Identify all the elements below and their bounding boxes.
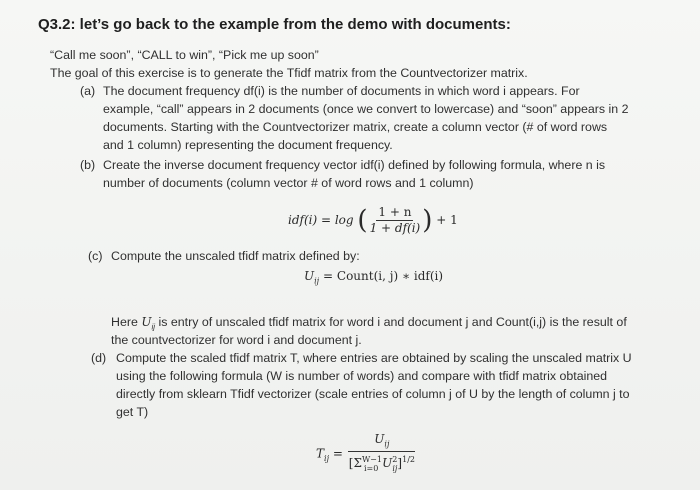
- right-paren: ): [422, 205, 433, 236]
- here-text-1: is entry of unscaled tfidf matrix for word i and document j and Count(i,j) is the result of: [158, 315, 627, 329]
- item-a-line-2: example, “call” appears in 2 documents (once we convert to lowercase) and “soon” appears in 2: [103, 102, 629, 116]
- sum-upper: W−1: [361, 455, 382, 465]
- here-var-sub: ij: [151, 322, 155, 332]
- here-var: U: [141, 315, 152, 329]
- sum-lower: i=0: [363, 463, 379, 473]
- question-title: Q3.2: let’s go back to the example from the demo with documents:: [38, 16, 511, 33]
- left-paren: (: [357, 205, 368, 236]
- unscaled-formula-lhs-sub: ij: [314, 276, 320, 286]
- here-prefix: Here: [111, 315, 138, 329]
- scaled-formula: [316, 432, 417, 476]
- item-a-label: (a): [80, 84, 96, 98]
- idf-formula: [288, 205, 458, 236]
- item-a-line-3: documents. Starting with the Countvectorizer matrix, create a column vector (# of word rows: [103, 120, 608, 134]
- item-a-line-1: The document frequency df(i) is the number of documents in which word i appears. For: [103, 84, 580, 98]
- scaled-numerator: [348, 432, 415, 452]
- item-b-line-2: number of documents (column vector # of word rows and 1 column): [103, 176, 474, 190]
- unscaled-formula-lhs: U: [304, 269, 315, 283]
- item-d-label: (d): [91, 351, 107, 365]
- idf-formula-tail: + 1: [436, 213, 458, 227]
- idf-fraction: [368, 205, 423, 236]
- idf-denominator: 1 + df(i): [369, 221, 421, 235]
- scaled-denominator: [$\Sigma^{W-1}_{i=0}$ $U^2_{ij}]^{1/2}$: [348, 455, 415, 473]
- idf-formula-lhs: idf(i) = log: [288, 213, 354, 227]
- den-var-sub: ij: [392, 463, 398, 473]
- item-a-line-4: and 1 column) representing the document frequency.: [103, 138, 393, 152]
- unscaled-formula-rhs: Count(i, j) ∗ idf(i): [336, 269, 444, 283]
- goal-line: The goal of this exercise is to generate the Tfidf matrix from the Countvectorizer matrix.: [50, 66, 528, 80]
- den-exponent: 1/2: [402, 455, 415, 465]
- equals-sign-2: =: [332, 446, 343, 461]
- item-d-line-4: get T): [116, 405, 149, 419]
- scaled-fraction: [347, 432, 417, 476]
- scaled-num-sub: ij: [384, 439, 390, 449]
- unscaled-formula: [304, 269, 443, 285]
- item-b-line-1: Create the inverse document frequency vector idf(i) defined by following formula, where n is: [103, 158, 606, 172]
- item-d-line-1: Compute the scaled tfidf matrix T, where entries are obtained by scaling the unscaled matrix U: [116, 351, 632, 365]
- item-b-label: (b): [80, 158, 96, 172]
- item-c-label: (c): [88, 249, 103, 263]
- item-d-line-2: using the following formula (W is number of words) and compare with tfidf matrix obtained: [116, 369, 608, 383]
- sum-symbol: Σ: [353, 456, 362, 471]
- documents-line: “Call me soon”, “CALL to win”, “Pick me up soon”: [50, 48, 319, 62]
- den-var-sup: 2: [392, 455, 398, 465]
- scaled-num-var: U: [374, 432, 385, 446]
- here-line-2: the countvectorizer for word i and document j.: [111, 333, 362, 347]
- equals-sign: =: [323, 269, 334, 283]
- item-c-line: Compute the unscaled tfidf matrix defined by:: [111, 249, 360, 263]
- idf-numerator: 1 + n: [378, 205, 412, 219]
- scaled-formula-lhs: T: [316, 446, 325, 461]
- item-d-line-3: directly from sklearn Tfidf vectorizer (scale entries of column j of U by the length of column j to: [116, 387, 630, 401]
- den-var: U: [382, 456, 393, 471]
- scaled-formula-lhs-sub: ij: [324, 453, 330, 463]
